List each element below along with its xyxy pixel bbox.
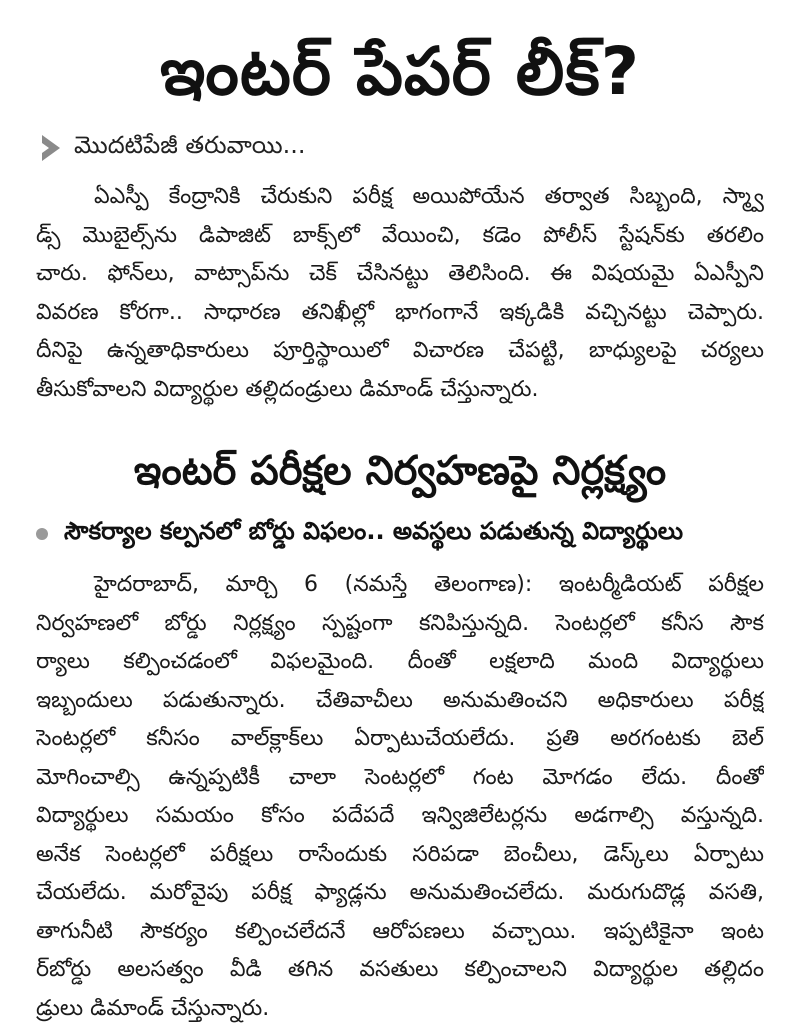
paragraph-line: ర్యాలు కల్పించడంలో విఫలమైంది. దీంతో లక్షలాది మంది విద్యార్థులు [36,649,764,674]
sub-headline: ఇంటర్ పరీక్షల నిర్వహణపై నిర్లక్ష్యం [133,448,667,494]
paragraph-line: ఏఎస్పీ కేంద్రానికి చేరుకుని పరీక్ష అయిపోయేన తర్వాత సిబ్బంది, స్మ్వా [94,184,764,209]
paragraph-line: వివరణ కోరగా.. సాధారణ తనిఖీల్లో భాగంగానే ఇక్కడికి వచ్చినట్టు చెప్పారు. [36,299,764,325]
paragraph-line: హైదరాబాద్, మార్చి 6 (నమస్తే తెలంగాణ): ఇంటర్మీడియట్ పరీక్షల [94,572,764,597]
paragraph-line: దీనిపై ఉన్నతాధికారులు పూర్తిస్థాయిలో విచారణ చేపట్టి, బాధ్యులపై చర్యలు [36,338,764,364]
paragraph-line: మోగించాల్సి ఉన్నప్పటికీ చాలా సెంటర్లలో గంట మోగడం లేదు. దీంతో [36,764,764,790]
paragraph-continued [36,178,764,410]
paragraph-line: ర్‌బోర్డు అలసత్వం వీడి తగిన వసతులు కల్పించాలని విద్యార్థుల తల్లిదం [36,957,764,982]
paragraph-body [36,566,764,1028]
bullet-deck-text: సౌకర్యాల కల్పనలో బోర్డు విఫలం.. అవస్థలు పడుతున్న విద్యార్థులు [64,517,684,545]
paragraph-line: తాగునీటి సౌకర్యం కల్పించలేదనే ఆరోపణలు వచ్చాయి. ఇప్పటికైనా ఇంట [36,918,764,944]
bullet-deck [36,512,776,556]
chevron-right-icon [40,133,62,163]
paragraph-line: అనేక సెంటర్లలో పరీక్షలు రాసేందుకు సరిపడా బెంచీలు, డెస్క్‌లు ఏర్పాటు [36,841,764,867]
paragraph-line: తీసుకోవాలని విద్యార్థుల తల్లిదండ్రులు డిమాండ్ చేస్తున్నారు. [36,376,539,402]
headline: ఇంటర్ పేపర్ లీక్? [159,33,641,110]
paragraph-line: సెంటర్లలో కనీసం వాల్‌క్లాక్‌లు ఏర్పాటుచేయలేదు. ప్రతి అరగంటకు బెల్ [36,726,764,751]
paragraph-line: చేయలేదు. మరోవైపు పరీక్ష ఫ్యాడ్లను అనుమతించలేదు. మరుగుదొడ్ల వసతి, [36,880,764,905]
continued-label: మొదటిపేజీ తరువాయి... [74,131,306,159]
paragraph-line: చారు. ఫోన్‌లు, వాట్సాప్‌ను చెక్ చేసినట్టు తెలిసింది. ఈ విషయమై ఏఎస్పీని [36,261,764,287]
bullet-icon [36,528,48,540]
paragraph-line: డ్స్ మొబైల్స్‌ను డిపాజిట్ బాక్స్‌లో వేయించి, కడెం పోలీస్ స్టేషన్‌కు తరలిం [36,222,764,248]
paragraph-line: నిర్వహణలో బోర్డు నిర్లక్ష్యం స్పష్టంగా కనిపిస్తున్నది. సెంటర్లలో కనీస సౌక [36,610,764,636]
paragraph-line: విద్యార్థులు సమయం కోసం పదేపదే ఇన్విజిలేటర్లను అడగాల్సి వస్తున్నది. [36,803,764,828]
paragraph-line: ఇబ్బందులు పడుతున్నారు. చేతివాచీలు అనుమతించని అధికారులు పరీక్ష [36,687,764,713]
paragraph-line: డ్రులు డిమాండ్ చేస్తున్నారు. [36,995,270,1021]
continued-marker [40,128,306,168]
